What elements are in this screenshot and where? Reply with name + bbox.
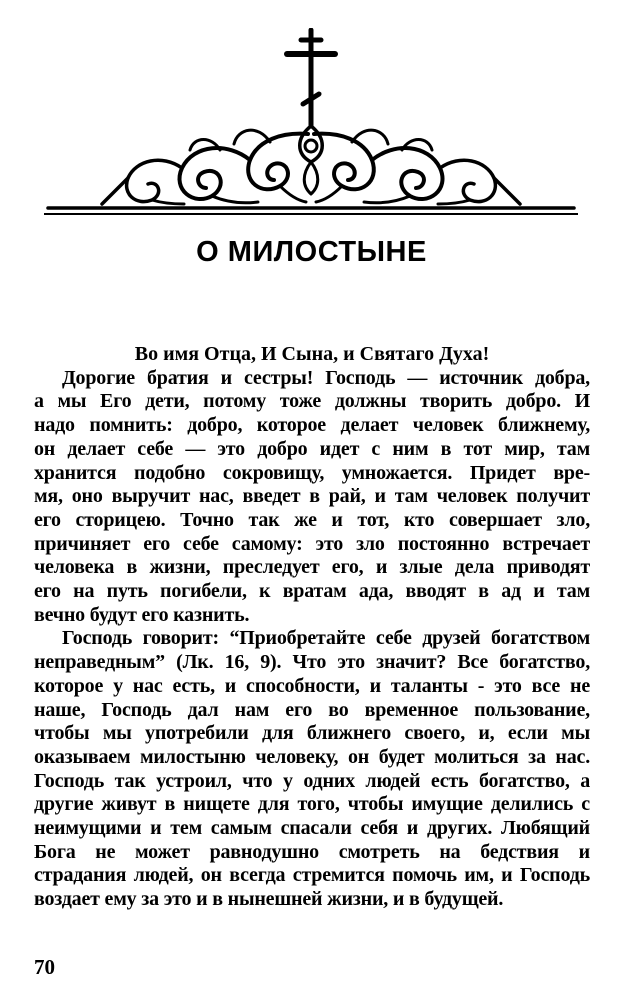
text-line: Бога не может равнодушно смотреть на бедствия и xyxy=(34,840,590,863)
text-line: он делает себе — это добро идет с ним в тот мир, там xyxy=(34,437,590,460)
sermon-body xyxy=(34,343,590,912)
page-title: О МИЛОСТЫНЕ xyxy=(196,236,427,268)
text-line: человека в жизни, преследует его, и злые дела приводят xyxy=(34,556,590,579)
text-line: его на путь погибели, к вратам ада, вводят в ад и там xyxy=(34,580,590,603)
text-line: которое у нас есть, и способности, и таланты - это все не xyxy=(34,674,590,697)
text-line: неимущими и тем самым спасали себя и других. Любящий xyxy=(34,817,590,840)
text-line: его сторицею. Точно так же и тот, кто совершает зло, xyxy=(34,508,590,531)
text-line: Господь так устроил, что у одних людей есть богатство, а xyxy=(34,769,590,792)
text-line: а мы Его дети, потому тоже должны творить добро. И xyxy=(34,390,590,413)
text-line: другие живут в нищете для того, чтобы имущие делились с xyxy=(34,793,590,816)
text-line: Господь говорит: “Приобретайте себе друзей богатством xyxy=(62,627,590,650)
text-line: воздает ему за это и в нынешней жизни, и в будущей. xyxy=(34,888,504,911)
text-line: чтобы мы употребили для ближнего своего, и, если мы xyxy=(34,722,590,745)
paragraph xyxy=(34,367,590,628)
orthodox-cross-scroll-ornament-icon xyxy=(44,28,578,228)
text-line: Дорогие братия и сестры! Господь — источник добра, xyxy=(62,366,590,389)
text-line: неправедным” (Лк. 16, 9). Что это значит? Все богатство, xyxy=(34,651,590,674)
text-line: страдания людей, он всегда стремится помочь им, и Господь xyxy=(34,864,590,887)
text-line: мя, оно выручит нас, введет в рай, и там человек получит xyxy=(34,485,590,508)
text-line: вечно будут его казнить. xyxy=(34,603,250,626)
page-number: 70 xyxy=(34,955,55,979)
text-line: хранится подобно сокровищу, умножается. Придет вре- xyxy=(34,461,590,484)
text-line: надо помнить: добро, которое делает человек ближнему, xyxy=(34,414,590,437)
text-line: причиняет его себе самому: это зло постоянно встречает xyxy=(34,532,590,555)
paragraph xyxy=(34,627,590,911)
invocation-line: Во имя Отца, И Сына, и Святаго Духа! xyxy=(134,343,490,365)
text-line: оказываем милостыню человеку, он будет молиться за нас. xyxy=(34,745,590,768)
text-line: наше, Господь дал нам его во временное пользование, xyxy=(34,698,590,721)
